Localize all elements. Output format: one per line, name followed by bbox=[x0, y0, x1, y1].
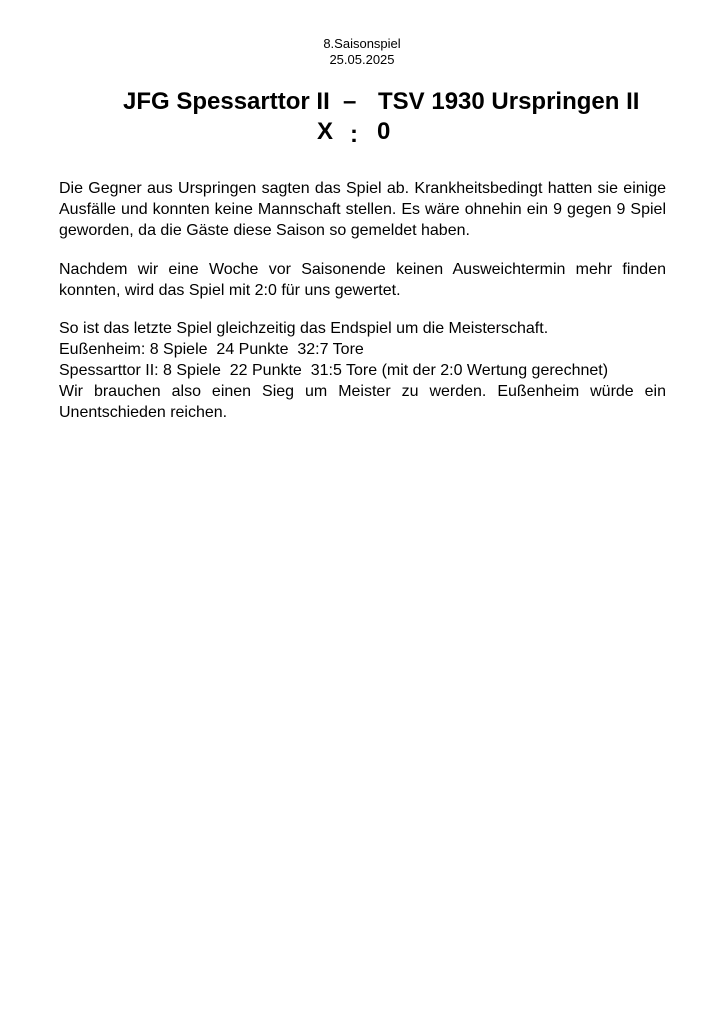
standings-line-eussenheim: Eußenheim: 8 Spiele 24 Punkte 32:7 Tore bbox=[59, 341, 364, 358]
report-paragraph-2 bbox=[59, 259, 666, 301]
home-team: JFG Spessarttor II bbox=[123, 88, 330, 115]
paragraph-line: So ist das letzte Spiel gleichzeitig das Endspiel um die Meisterschaft. bbox=[59, 320, 549, 337]
score-separator: : bbox=[350, 121, 358, 148]
paragraph-text: Nachdem wir eine Woche vor Saisonende keinen Ausweichtermin mehr finden konnten, wird das Spiel mit 2:0 für uns gewertet. bbox=[59, 261, 666, 299]
paragraph-line: Wir brauchen also einen Sieg um Meister zu werden. Eußenheim würde ein Unentschieden reichen. bbox=[59, 383, 666, 421]
paragraph-text: Die Gegner aus Urspringen sagten das Spiel ab. Krankheitsbedingt hatten sie einige Ausfälle und konnten keine Mannschaft stellen. Es wäre ohnehin ein 9 gegen 9 Spiel geworden, da die Gäste diese Saison so gemeldet haben. bbox=[59, 180, 666, 239]
match-date: 25.05.2025 bbox=[329, 52, 395, 67]
match-score bbox=[0, 114, 724, 150]
team-separator: – bbox=[343, 88, 357, 115]
away-team: TSV 1930 Urspringen II bbox=[378, 88, 640, 115]
report-paragraph-1 bbox=[59, 178, 666, 241]
standings-line-spessarttor: Spessarttor II: 8 Spiele 22 Punkte 31:5 Tore (mit der 2:0 Wertung gerechnet) bbox=[59, 362, 609, 379]
report-paragraph-3 bbox=[59, 318, 666, 423]
home-score: X bbox=[317, 118, 334, 145]
match-number: 8.Saisonspiel bbox=[323, 36, 401, 51]
away-score: 0 bbox=[377, 118, 391, 145]
